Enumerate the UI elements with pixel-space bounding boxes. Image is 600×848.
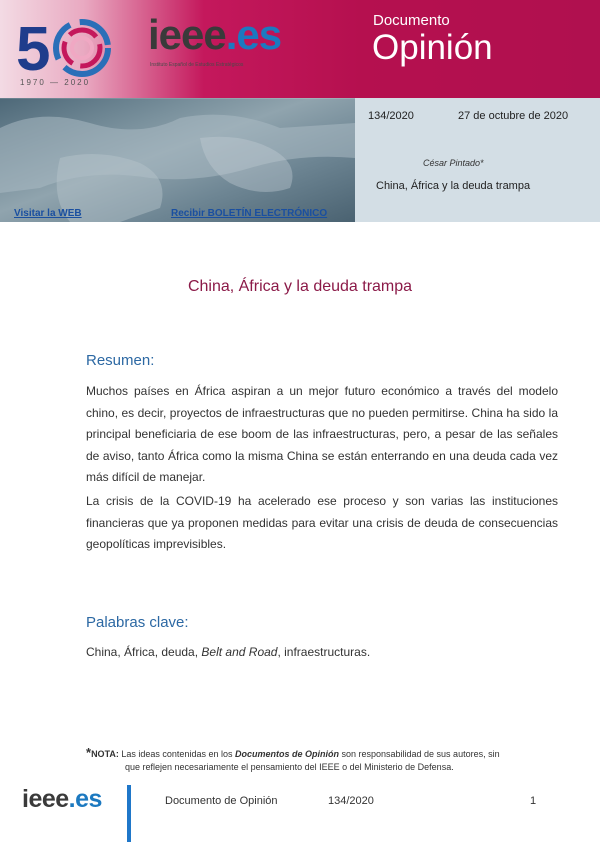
keywords-list: China, África, deuda, Belt and Road, infraestructuras. xyxy=(86,645,371,659)
disclaimer-note: *NOTA: Las ideas contenidas en los Documentos de Opinión son responsabilidad de sus autores, sin xyxy=(86,745,500,760)
document-title: China, África y la deuda trampa xyxy=(187,278,413,295)
ieee-brand-logo: ieee.es xyxy=(148,11,282,58)
svg-text:5: 5 xyxy=(16,15,51,84)
publication-date: 27 de octubre de 2020 xyxy=(458,110,569,122)
logo-years: 1970 — 2020 xyxy=(20,78,91,87)
footer-issue-number: 134/2020 xyxy=(328,795,374,807)
header-banner xyxy=(0,0,600,222)
brand-subtitle: Instituto Español de Estudios Estratégicos xyxy=(150,62,244,68)
visit-web-link[interactable]: Visitar la WEB xyxy=(14,208,82,219)
header-document-title: China, África y la deuda trampa xyxy=(376,180,531,192)
keywords-heading: Palabras clave: xyxy=(86,614,189,631)
author-name: César Pintado* xyxy=(423,158,484,168)
footer-divider xyxy=(127,785,131,842)
footer-ieee-logo: ieee.es xyxy=(22,785,102,813)
summary-paragraph-1: Muchos países en África aspiran a un mejor futuro económico a través del modelo chino, es decir, proyectos de infraestructuras que no pueden permitirse. China ha sido la principal beneficiaria de ese boom de las infraestructuras, pero, a pesar de las señales de aviso, tanto África como la misma China se están enterrando en una deuda cada vez más difícil de manejar. xyxy=(86,384,558,484)
newsletter-subscribe-link[interactable]: Recibir BOLETÍN ELECTRÓNICO xyxy=(171,208,328,219)
issue-number: 134/2020 xyxy=(368,110,414,122)
anniversary-50-logo-icon xyxy=(14,8,114,88)
summary-heading: Resumen: xyxy=(86,352,155,369)
summary-paragraph-2: La crisis de la COVID-19 ha acelerado ese proceso y son varias las instituciones financieras que ya proponen medidas para evitar una crisis de deuda de consecuencias geopolíticas imprevisibles. xyxy=(86,494,558,551)
world-map-image xyxy=(0,98,355,222)
document-label: Documento xyxy=(373,12,450,29)
footer-document-label: Documento de Opinión xyxy=(165,795,278,807)
disclaimer-note-line2: que reflejen necesariamente el pensamiento del IEEE o del Ministerio de Defensa. xyxy=(125,762,454,772)
document-type: Opinión xyxy=(372,28,493,67)
map-landmass-graphic xyxy=(0,98,355,222)
page-number: 1 xyxy=(530,795,537,807)
